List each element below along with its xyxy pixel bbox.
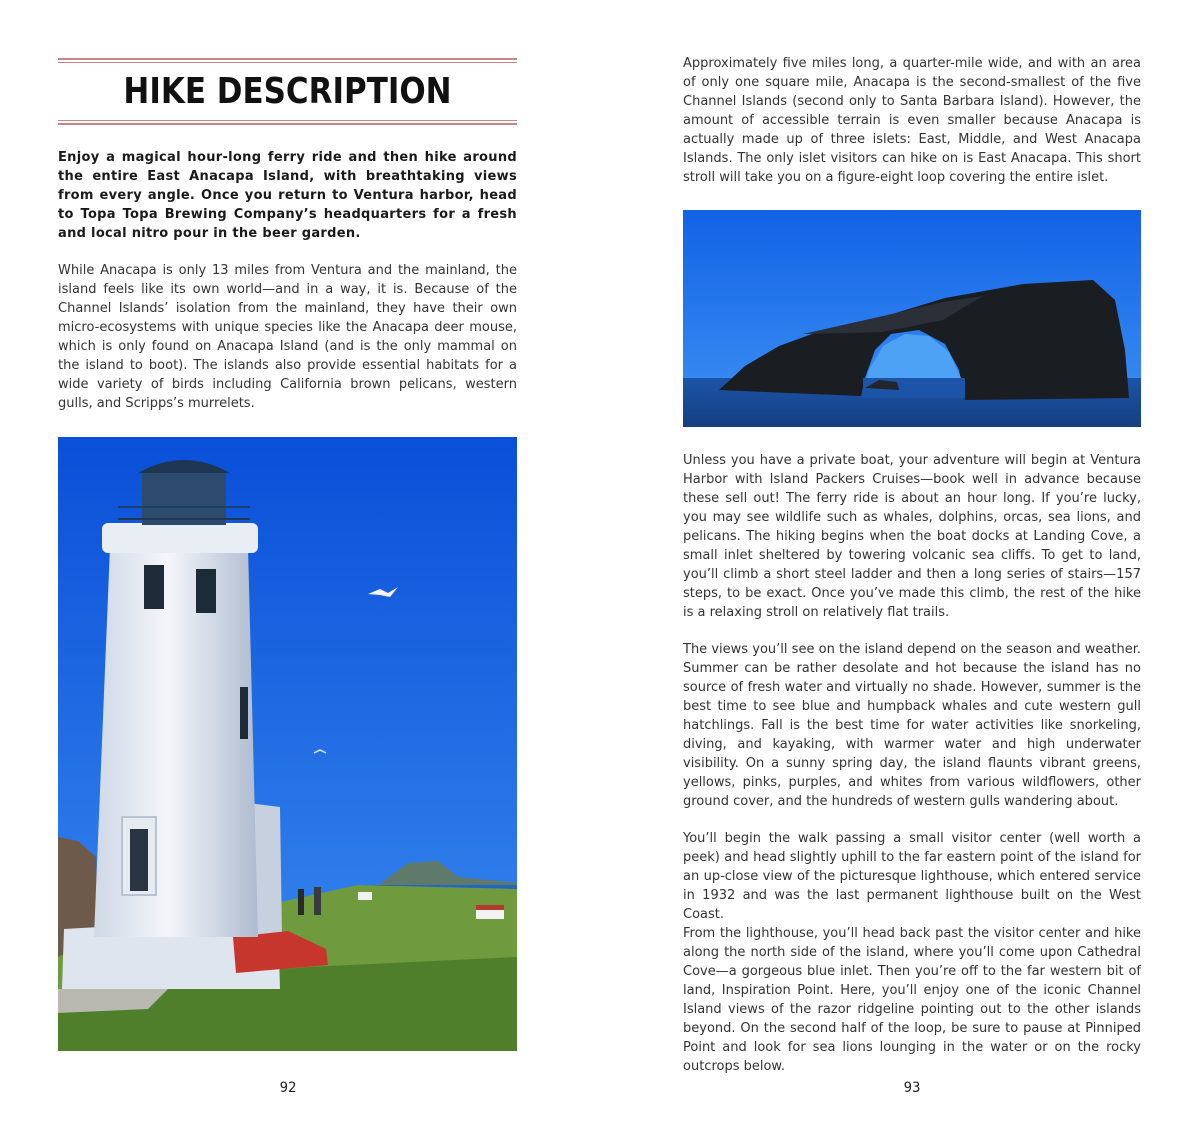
body-paragraph: While Anacapa is only 13 miles from Ventura and the mainland, the island feels like its own world—and in a way, it is. Because of the Channel Islands’ isolation from the mainland, they have their own micro-ecosystems with unique species like the Anacapa deer mouse, which is only found on Anacapa Island (and is the only mammal on the island to boot). The islands also provide essential habitats for a wide variety of birds including California brown pelicans, western gulls, and Scripps’s murrelets.	[58, 263, 517, 411]
body-paragraph: Unless you have a private boat, your adventure will begin at Ventura Harbor with Island Packers Cruises—book well in advance because these sell out! The ferry ride is about an hour long. If you’re lucky, you may see wildlife such as whales, dolphins, orcas, sea lions, and pelicans. The hiking begins when the boat docks at Landing Cove, a small inlet sheltered by towering volcanic sea cliffs. To get to land, you’ll climb a short steel ladder and then a long series of stairs—157 steps, to be exact. Once you’ve made this climb, the rest of the hike is a relaxing stroll on relatively flat trails.	[683, 453, 1141, 620]
heading-rule-top	[58, 58, 517, 63]
body-paragraph: From the lighthouse, you’ll head back past the visitor center and hike along the north side of the island, where you’ll come upon Cathedral Cove—a gorgeous blue inlet. Then you’re off to the far western bit of land, Inspiration Point. Here, you’ll enjoy one of the iconic Channel Island views of the razor ridgeline pointing out to the other islands beyond. On the second half of the loop, be sure to pause at Pinniped Point and look for sea lions lounging in the water or on the rocky outcrops below.	[683, 926, 1141, 1074]
page-number: 93	[903, 1080, 921, 1096]
section-heading: HIKE DESCRIPTION	[123, 71, 452, 112]
body-paragraph: Approximately five miles long, a quarter-mile wide, and with an area of only one square mile, Anacapa is the second-smallest of the five Channel Islands (second only to Santa Barbara Island). However, the amount of accessible terrain is even smaller because Anacapa is actually made up of three islets: East, Middle, and West Anacapa Islands. The only islet visitors can hike on is East Anacapa. This short stroll will take you on a figure-eight loop covering the entire islet.	[683, 56, 1141, 185]
heading-rule-bottom	[58, 118, 517, 125]
lighthouse-photo	[58, 437, 517, 1051]
body-paragraph: You’ll begin the walk passing a small visitor center (well worth a peek) and head slightly uphill to the far eastern point of the island for an up-close view of the picturesque lighthouse, which entered service in 1932 and was the last permanent lighthouse built on the West Coast.	[683, 831, 1141, 922]
body-paragraph: The views you’ll see on the island depend on the season and weather. Summer can be rather desolate and hot because the island has no source of fresh water and virtually no shade. However, summer is the best time to see blue and humpback whales and cute western gull hatchlings. Fall is the best time for water activities like snorkeling, diving, and kayaking, with warmer water and high underwater visibility. On a sunny spring day, the island flaunts vibrant greens, yellows, pinks, purples, and whites from various wildflowers, other ground cover, and the hundreds of western gulls wandering about.	[683, 642, 1141, 809]
intro-paragraph: Enjoy a magical hour-long ferry ride and then hike around the entire East Anacapa Island, with breathtaking views from every angle. Once you return to Ventura harbor, head to Topa Topa Brewing Company’s headquarters for a fresh and local nitro pour in the beer garden.	[58, 150, 517, 241]
page-number: 92	[279, 1080, 297, 1096]
arch-rock-photo	[683, 210, 1141, 427]
